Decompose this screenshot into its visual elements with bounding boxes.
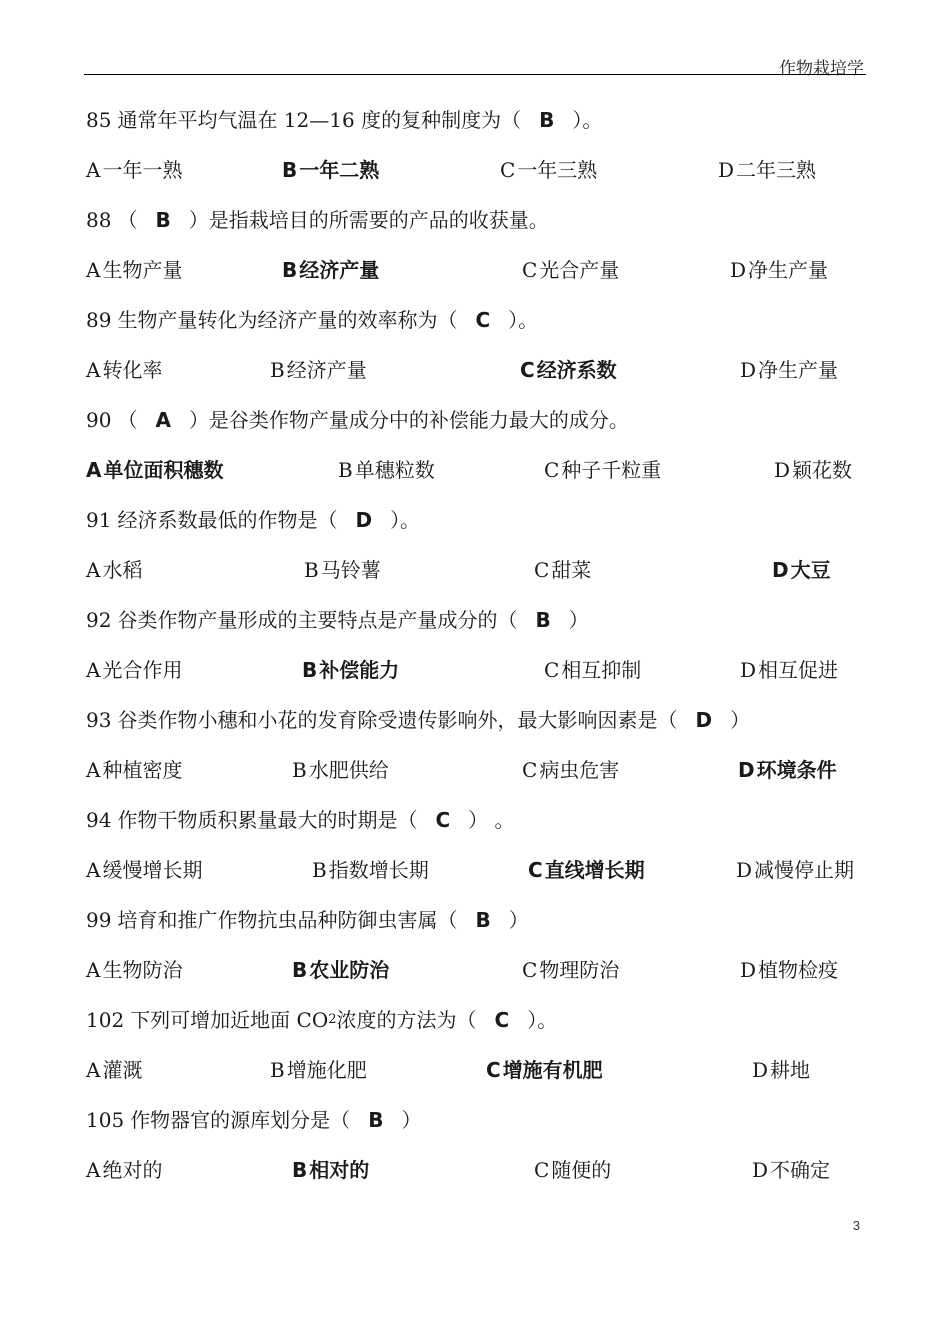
option-letter: D xyxy=(740,658,757,682)
correct-option xyxy=(520,352,617,388)
option-letter: C xyxy=(522,958,538,982)
option-letter: D xyxy=(740,958,757,982)
option-text: 单位面积穗数 xyxy=(103,458,224,482)
option xyxy=(534,1152,611,1188)
option-row xyxy=(86,752,876,802)
option xyxy=(522,952,619,988)
question-text: 浓度的方法为（ xyxy=(336,1008,477,1032)
option-letter: C xyxy=(486,1058,501,1082)
question-number: 85 xyxy=(86,108,112,132)
option-text: 生物防治 xyxy=(102,958,183,982)
option-text: 光合作用 xyxy=(102,658,183,682)
option-letter: C xyxy=(522,258,538,282)
question-number: 94 xyxy=(86,808,112,832)
page-number: 3 xyxy=(852,1218,860,1233)
question-text: ）。 xyxy=(508,308,539,332)
correct-option xyxy=(528,852,645,888)
option xyxy=(740,952,838,988)
option-letter: B xyxy=(282,258,298,282)
question-text: 作物器官的源库划分是（ xyxy=(130,1108,351,1132)
option-text: 一年二熟 xyxy=(299,158,380,182)
option-text: 病虫危害 xyxy=(539,758,620,782)
option-letter: A xyxy=(86,1058,101,1082)
option xyxy=(86,752,182,788)
option-text: 光合产量 xyxy=(539,258,620,282)
option xyxy=(544,652,641,688)
option xyxy=(736,852,854,888)
option-letter: A xyxy=(86,658,101,682)
question-number: 92 xyxy=(86,608,112,632)
question-stem xyxy=(86,202,876,252)
question-stem xyxy=(86,602,876,652)
option xyxy=(86,352,162,388)
option-letter: B xyxy=(292,758,307,782)
option-text: 耕地 xyxy=(770,1058,811,1082)
question-text: ）是指栽培目的所需要的产品的收获量。 xyxy=(188,208,549,232)
option-row xyxy=(86,1052,876,1102)
option-letter: A xyxy=(86,758,101,782)
option-letter: A xyxy=(86,958,101,982)
question-stem xyxy=(86,302,876,352)
answer-key: B xyxy=(475,908,491,932)
option-row xyxy=(86,1152,876,1202)
correct-option xyxy=(86,452,223,488)
question-stem xyxy=(86,102,876,152)
option xyxy=(86,152,182,188)
running-header-title: 作物栽培学 xyxy=(779,59,864,79)
answer-key: A xyxy=(155,408,171,432)
option-text: 转化率 xyxy=(102,358,163,382)
correct-option xyxy=(486,1052,603,1088)
option xyxy=(740,652,838,688)
question-number: 89 xyxy=(86,308,112,332)
option xyxy=(752,1152,830,1188)
option-text: 种子千粒重 xyxy=(561,458,662,482)
option xyxy=(86,1052,142,1088)
option-text: 不确定 xyxy=(770,1158,831,1182)
option-letter: D xyxy=(774,458,791,482)
subscript: 2 xyxy=(328,1012,337,1027)
question-stem xyxy=(86,702,876,752)
option-text: 相互抑制 xyxy=(561,658,642,682)
option-letter: D xyxy=(736,858,753,882)
option-letter: C xyxy=(520,358,535,382)
question-text: 谷类作物小穗和小花的发育除受遗传影响外，最大影响因素是（ xyxy=(117,708,678,732)
option-text: 绝对的 xyxy=(102,1158,163,1182)
answer-key: C xyxy=(435,808,451,832)
option-text: 生物产量 xyxy=(102,258,183,282)
option xyxy=(544,452,661,488)
option-text: 马铃薯 xyxy=(320,558,381,582)
option-letter: B xyxy=(270,358,285,382)
option xyxy=(774,452,852,488)
option xyxy=(86,252,182,288)
option-row xyxy=(86,652,876,702)
correct-option xyxy=(292,1152,369,1188)
question-text: ） xyxy=(508,908,529,932)
option-text: 农业防治 xyxy=(309,958,390,982)
option-row xyxy=(86,852,876,902)
answer-key: D xyxy=(355,508,373,532)
question-text: （ xyxy=(117,408,138,432)
correct-option xyxy=(282,152,379,188)
option-text: 随便的 xyxy=(551,1158,612,1182)
question-stem xyxy=(86,1002,876,1052)
option-letter: D xyxy=(730,258,747,282)
question-number: 93 xyxy=(86,708,112,732)
option xyxy=(730,252,828,288)
option-letter: D xyxy=(752,1058,769,1082)
correct-option xyxy=(302,652,399,688)
option-text: 增施有机肥 xyxy=(502,1058,603,1082)
option xyxy=(338,452,435,488)
option xyxy=(270,1052,367,1088)
question-text: 通常年平均气温在 12—16 度的复种制度为（ xyxy=(117,108,522,132)
answer-key: D xyxy=(695,708,713,732)
option xyxy=(86,652,182,688)
option-text: 植物检疫 xyxy=(758,958,839,982)
option xyxy=(292,752,389,788)
option-letter: D xyxy=(740,358,757,382)
question-text: 下列可增加近地面 CO xyxy=(130,1008,329,1032)
option-letter: C xyxy=(544,658,560,682)
option-letter: C xyxy=(528,858,543,882)
option-text: 灌溉 xyxy=(102,1058,143,1082)
option-letter: B xyxy=(312,858,327,882)
option-text: 净生产量 xyxy=(748,258,829,282)
question-text: 生物产量转化为经济产量的效率称为（ xyxy=(117,308,458,332)
option-letter: D xyxy=(772,558,789,582)
question-number: 99 xyxy=(86,908,112,932)
option xyxy=(312,852,429,888)
answer-key: C xyxy=(475,308,491,332)
question-number: 105 xyxy=(86,1108,125,1132)
option xyxy=(500,152,597,188)
question-number: 90 xyxy=(86,408,112,432)
option-letter: A xyxy=(86,358,101,382)
option-text: 经济产量 xyxy=(299,258,380,282)
question-text: ） xyxy=(401,1108,422,1132)
option-letter: B xyxy=(302,658,318,682)
option-row xyxy=(86,952,876,1002)
option xyxy=(86,552,142,588)
answer-key: B xyxy=(539,108,555,132)
option xyxy=(740,352,838,388)
option xyxy=(522,752,619,788)
question-number: 102 xyxy=(86,1008,125,1032)
option-text: 二年三熟 xyxy=(736,158,817,182)
option-text: 颖花数 xyxy=(792,458,853,482)
option-letter: A xyxy=(86,458,102,482)
option-text: 经济产量 xyxy=(286,358,367,382)
option-text: 经济系数 xyxy=(536,358,617,382)
question-stem xyxy=(86,502,876,552)
option-letter: B xyxy=(304,558,319,582)
option-letter: D xyxy=(752,1158,769,1182)
option-letter: C xyxy=(534,558,550,582)
option-text: 单穗粒数 xyxy=(354,458,435,482)
question-text: ）。 xyxy=(527,1008,558,1032)
option-row xyxy=(86,152,876,202)
option-letter: D xyxy=(718,158,735,182)
question-stem xyxy=(86,902,876,952)
question-text: ）。 xyxy=(390,508,421,532)
option-letter: A xyxy=(86,558,101,582)
option-text: 一年一熟 xyxy=(102,158,183,182)
option-row xyxy=(86,552,876,602)
option xyxy=(522,252,619,288)
question-text: ） xyxy=(568,608,589,632)
option-letter: A xyxy=(86,858,101,882)
option-letter: C xyxy=(534,1158,550,1182)
question-text: 经济系数最低的作物是（ xyxy=(117,508,338,532)
question-text: 作物干物质积累量最大的时期是（ xyxy=(117,808,418,832)
option-text: 缓慢增长期 xyxy=(102,858,203,882)
answer-key: B xyxy=(155,208,171,232)
question-number: 91 xyxy=(86,508,112,532)
correct-option xyxy=(772,552,831,588)
option-text: 大豆 xyxy=(790,558,831,582)
option-text: 指数增长期 xyxy=(328,858,429,882)
answer-key: B xyxy=(535,608,551,632)
option xyxy=(534,552,591,588)
question-text: 培育和推广作物抗虫品种防御虫害属（ xyxy=(117,908,458,932)
question-text: ） 。 xyxy=(468,808,515,832)
option xyxy=(86,1152,162,1188)
option-letter: B xyxy=(270,1058,285,1082)
option-letter: A xyxy=(86,258,101,282)
option-letter: C xyxy=(522,758,538,782)
option-row xyxy=(86,352,876,402)
question-text: ）。 xyxy=(572,108,603,132)
question-text: ） xyxy=(730,708,751,732)
option-text: 水稻 xyxy=(102,558,143,582)
correct-option xyxy=(738,752,837,788)
option-text: 一年三熟 xyxy=(517,158,598,182)
question-stem xyxy=(86,402,876,452)
option-letter: C xyxy=(500,158,516,182)
option-text: 环境条件 xyxy=(756,758,837,782)
option xyxy=(270,352,367,388)
option-row xyxy=(86,252,876,302)
option-row xyxy=(86,452,876,502)
option-letter: B xyxy=(292,1158,308,1182)
question-stem xyxy=(86,802,876,852)
question-number: 88 xyxy=(86,208,112,232)
option-text: 相互促进 xyxy=(758,658,839,682)
correct-option xyxy=(292,952,389,988)
option-text: 补偿能力 xyxy=(319,658,400,682)
correct-option xyxy=(282,252,379,288)
option-text: 种植密度 xyxy=(102,758,183,782)
option-letter: B xyxy=(292,958,308,982)
option-letter: A xyxy=(86,1158,101,1182)
option-letter: B xyxy=(282,158,298,182)
option-letter: D xyxy=(738,758,755,782)
option-text: 水肥供给 xyxy=(308,758,389,782)
option-text: 直线增长期 xyxy=(544,858,645,882)
option-text: 甜菜 xyxy=(551,558,592,582)
option-letter: C xyxy=(544,458,560,482)
option-text: 增施化肥 xyxy=(286,1058,367,1082)
option-letter: A xyxy=(86,158,101,182)
option xyxy=(718,152,816,188)
question-list xyxy=(86,102,876,1202)
option-text: 相对的 xyxy=(309,1158,370,1182)
option-text: 减慢停止期 xyxy=(754,858,855,882)
answer-key: C xyxy=(494,1008,510,1032)
option-text: 物理防治 xyxy=(539,958,620,982)
header-rule xyxy=(84,74,866,75)
question-text: （ xyxy=(117,208,138,232)
option xyxy=(86,952,182,988)
option-text: 净生产量 xyxy=(758,358,839,382)
option-letter: B xyxy=(338,458,353,482)
question-text: 谷类作物产量形成的主要特点是产量成分的（ xyxy=(117,608,518,632)
option xyxy=(304,552,381,588)
question-stem xyxy=(86,1102,876,1152)
question-text: ）是谷类作物产量成分中的补偿能力最大的成分。 xyxy=(188,408,629,432)
option xyxy=(752,1052,810,1088)
answer-key: B xyxy=(368,1108,384,1132)
option xyxy=(86,852,202,888)
